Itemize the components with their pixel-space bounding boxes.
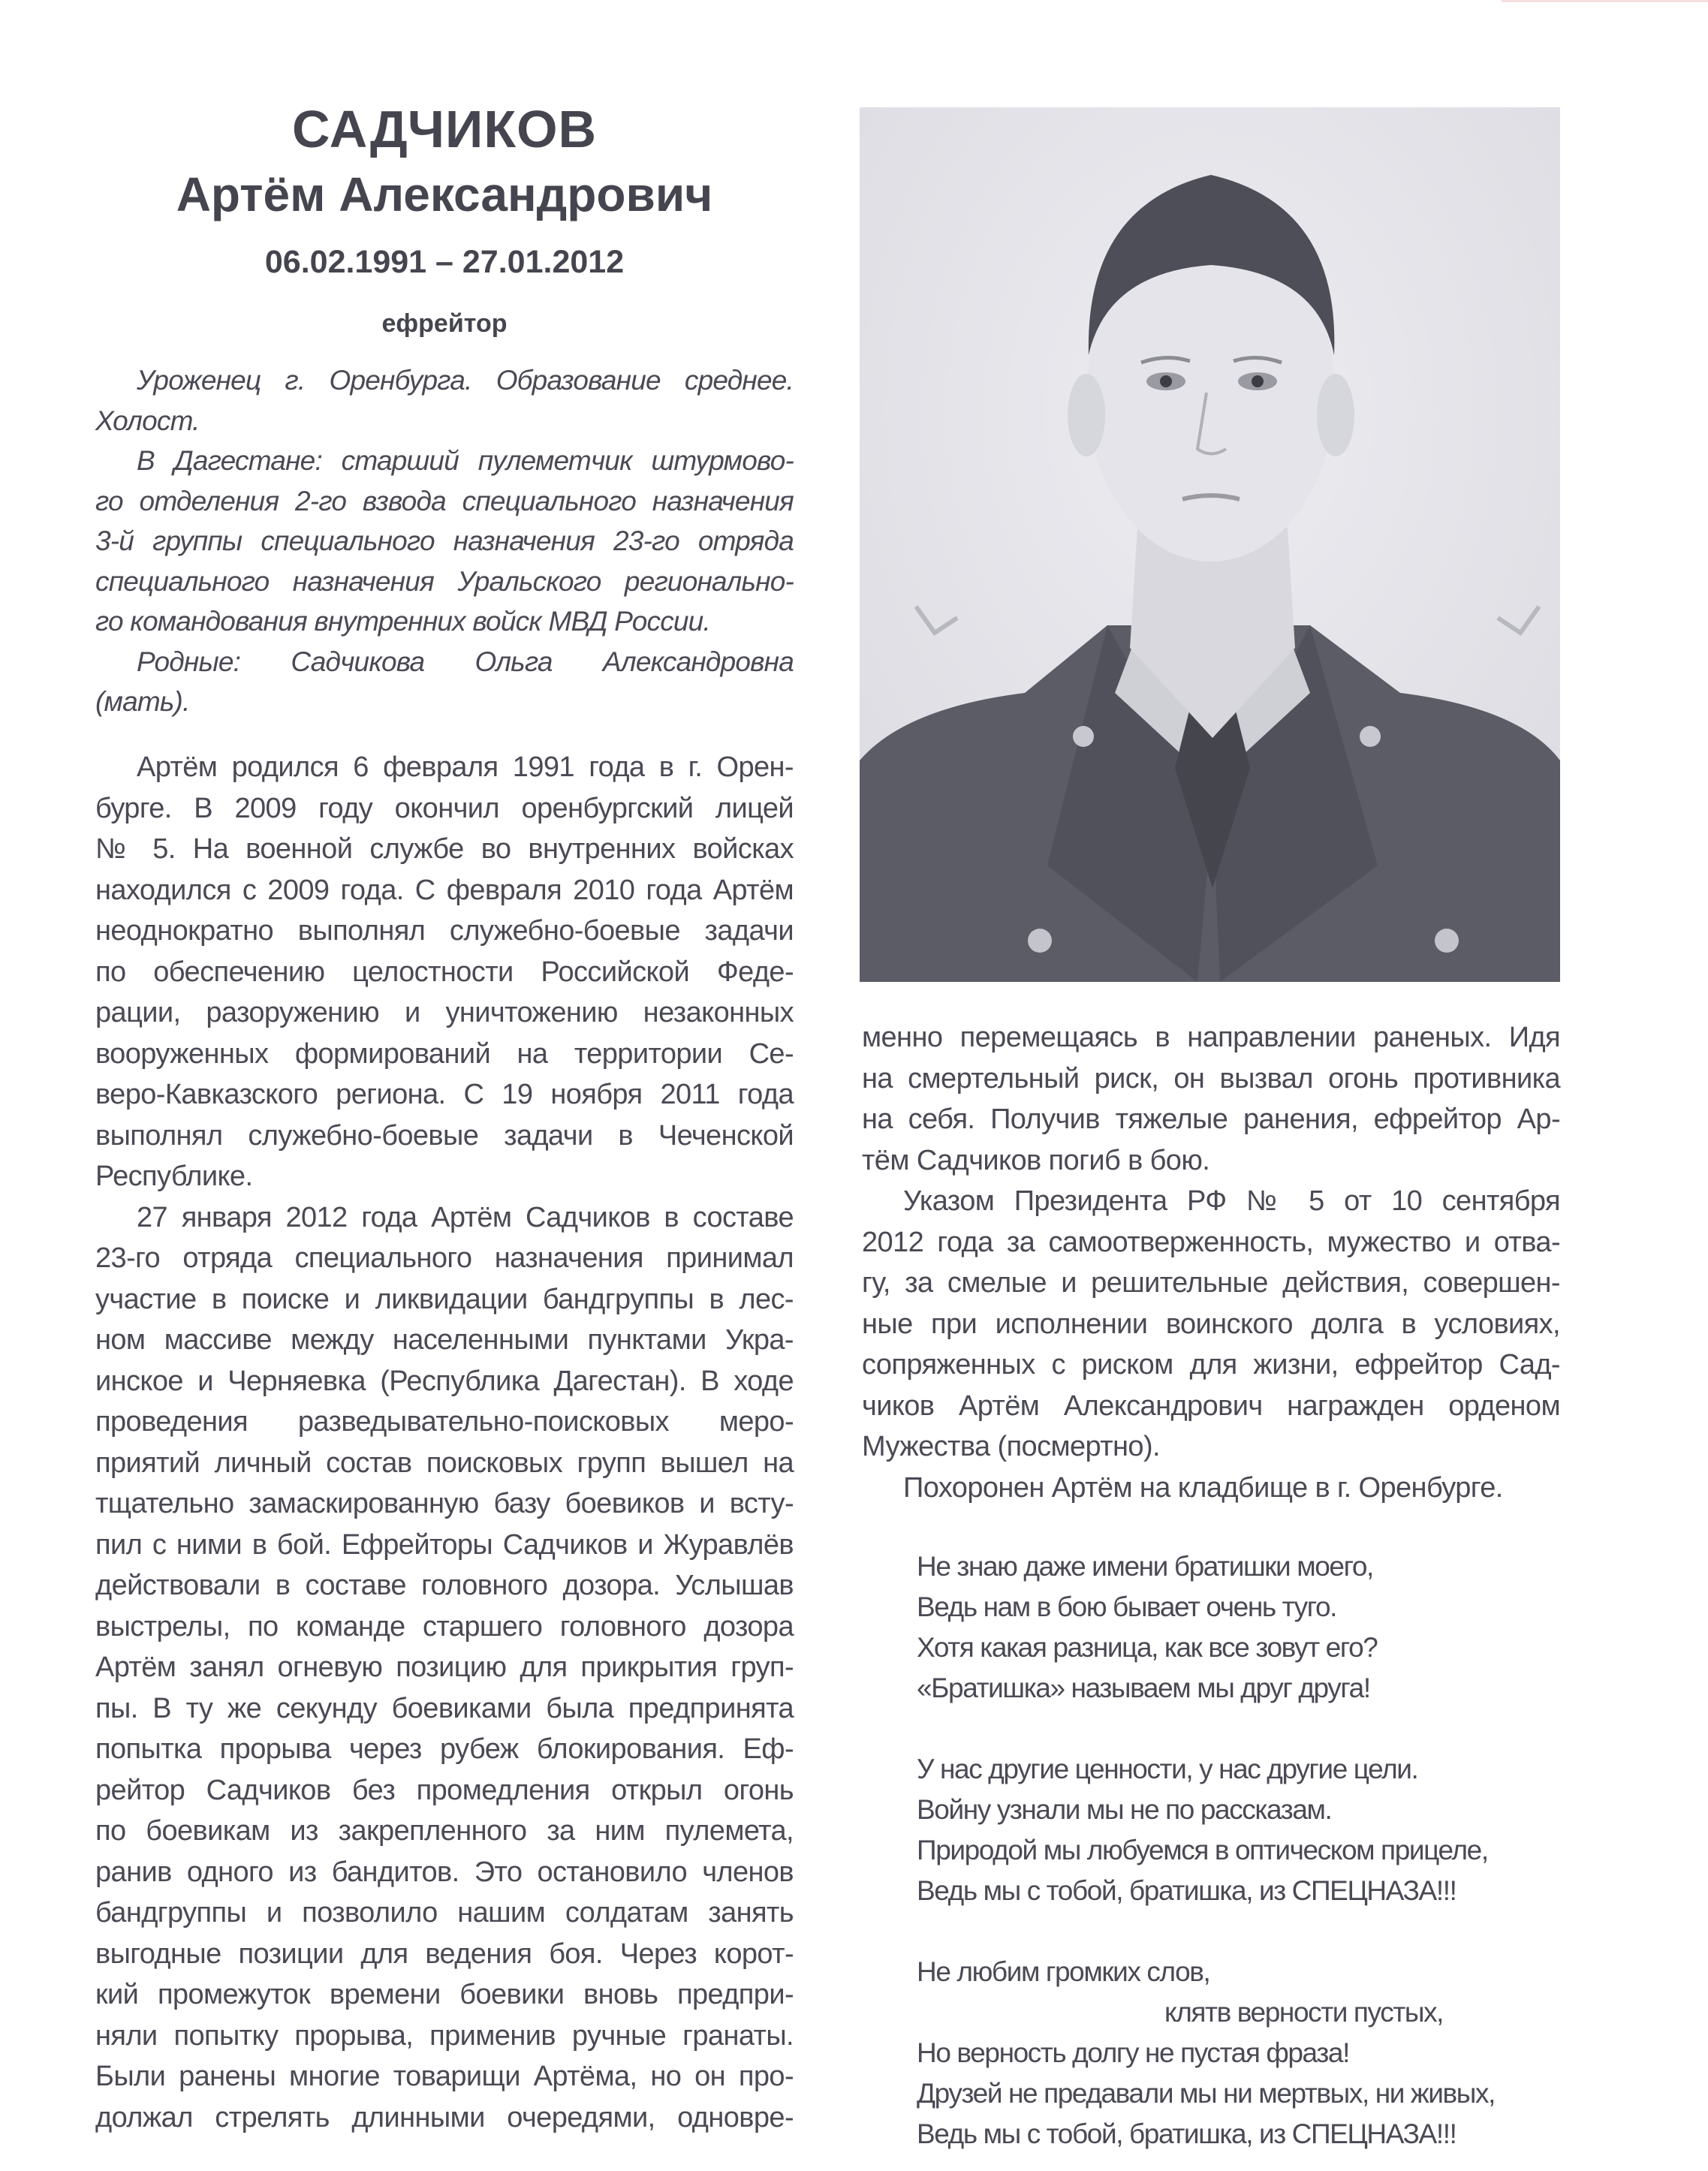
poem-line: Войну узнали мы не по рассказам. [917, 1794, 1332, 1825]
text-line: го командования внутренних войск МВД России. [95, 606, 710, 637]
text-line: няли попытку прорыва, применив ручные гранаты. [95, 2019, 794, 2052]
text-line: выстрелы, по команде старшего головного дозора [95, 1610, 794, 1643]
poem-line: У нас другие ценности, у нас другие цели. [917, 1754, 1418, 1784]
text-line: № 5. На военной службе во внутренних войсках [95, 833, 794, 865]
text-line: Уроженец г. Оренбурга. Образование среднее. [137, 365, 794, 396]
text-line: приятий личный состав поисковых групп вышел на [95, 1447, 794, 1479]
text-line: кий промежуток времени боевики вновь предпри- [95, 1979, 794, 2010]
text-line: 23-го отряда специального назначения принимал [95, 1242, 794, 1274]
text-line: ные при исполнении воинского долга в условиях, [862, 1308, 1560, 1340]
text-line: вооруженных формирований на территории Се- [95, 1037, 794, 1070]
text-line: выгодные позиции для ведения боя. Через корот- [95, 1938, 794, 1970]
left-ear [1068, 374, 1105, 456]
text-line: по обеспечению целостности Российской Феде- [95, 956, 794, 988]
button-left [1028, 929, 1052, 953]
text-line: бурге. В 2009 году окончил оренбургский лицей [95, 792, 794, 824]
text-line: менно перемещаясь в направлении раненых. Идя [862, 1022, 1560, 1053]
text-line: Были ранены многие товарищи Артёма, но он про- [95, 2061, 794, 2092]
text-line: бандгруппы и позволило нашим солдатам занять [95, 1897, 794, 1929]
text-line: действовали в составе головного дозора. Услышав [95, 1570, 794, 1601]
text-line: сопряженных с риском для жизни, ефрейтор Сад- [862, 1349, 1560, 1381]
text-line: рации, разоружению и уничтожению незаконных [95, 997, 794, 1028]
text-line: на себя. Получив тяжелые ранения, ефрейтор Ар- [862, 1104, 1560, 1135]
poem [917, 1546, 1562, 2154]
biography-left-column [95, 747, 794, 2138]
poem-line: Ведь мы с тобой, братишка, из СПЕЦНАЗА!!! [917, 2118, 1456, 2149]
text-line: попытка прорыва через рубеж блокирования. Еф- [95, 1733, 794, 1765]
military-rank: ефрейтор [381, 309, 508, 338]
text-line: находился с 2009 года. С февраля 2010 года Артём [95, 874, 794, 906]
text-line: проведения разведывательно-поисковых меро- [95, 1406, 794, 1438]
text-line: Родные: Садчикова Ольга Александровна [137, 646, 794, 677]
text-line: участие в поиске и ликвидации бандгруппы в лес- [95, 1283, 794, 1315]
text-line: Артём занял огневую позицию для прикрытия груп- [95, 1652, 794, 1683]
text-line: 27 января 2012 года Артём Садчиков в составе [137, 1201, 794, 1233]
poem-line: Ведь нам в бою бывает очень туго. [917, 1591, 1337, 1622]
page-edge-shadow [1502, 0, 1708, 2]
text-line: (мать). [95, 686, 190, 717]
text-line: по боевикам из закрепленного за ним пулемета, [95, 1815, 794, 1847]
biography-right-column [862, 1017, 1560, 1508]
poem-line: Не любим громких слов, [917, 1956, 1210, 1987]
text-line: ном массиве между населенными пунктами Укра- [95, 1324, 794, 1356]
poem-line: «Братишка» называем мы друг друга! [917, 1673, 1370, 1703]
insignia-right [1360, 726, 1381, 747]
text-line: тщательно замаскированную базу боевиков и всту- [95, 1488, 794, 1519]
insignia-left [1073, 726, 1094, 747]
text-line: инское и Черняевка (Республика Дагестан). В ходе [95, 1365, 794, 1397]
bio-summary [95, 360, 794, 722]
text-line: В Дагестане: старший пулеметчик штурмово- [137, 445, 794, 476]
text-line: Артём родился 6 февраля 1991 года в г. Орен- [137, 751, 794, 783]
stanza-gap [917, 1709, 1562, 1749]
text-line: Указом Президента РФ № 5 от 10 сентября [903, 1185, 1560, 1217]
portrait-photo [860, 107, 1560, 982]
text-line: гу, за смелые и решительные действия, совершен- [862, 1267, 1560, 1299]
poem-line: Друзей не предавали мы ни мертвых, ни живых, [917, 2078, 1495, 2109]
text-line: Мужества (посмертно). [862, 1431, 1160, 1462]
text-line: на смертельный риск, он вызвал огонь противника [862, 1062, 1560, 1095]
life-dates: 06.02.1991 – 27.01.2012 [264, 244, 625, 280]
poem-line: Хотя какая разница, как все зовут его? [917, 1632, 1378, 1663]
given-names-heading: Артём Александрович [176, 167, 713, 221]
text-line: чиков Артём Александрович награжден орденом [862, 1390, 1560, 1422]
stanza-gap [917, 1911, 1562, 1952]
text-line: го отделения 2-го взвода специального назначения [95, 485, 794, 516]
text-line: рейтор Садчиков без промедления открыл огонь [95, 1774, 794, 1806]
text-line: Похоронен Артём на кладбище в г. Оренбурге. [903, 1471, 1503, 1504]
text-line: должал стрелять длинными очередями, одновре- [95, 2101, 794, 2133]
poem-line: Не знаю даже имени братишки моего, [917, 1551, 1373, 1582]
text-line: ранив одного из бандитов. Это остановило членов [95, 1856, 794, 1888]
poem-line: Но верность долгу не пустая фраза! [917, 2037, 1349, 2068]
button-right [1435, 929, 1459, 953]
right-ear [1317, 374, 1354, 456]
text-line: неоднократно выполнял служебно-боевые задачи [95, 915, 794, 947]
text-line: тём Садчиков погиб в бою. [862, 1144, 1210, 1176]
surname-heading: САДЧИКОВ [291, 100, 598, 158]
text-line: 2012 года за самоотверженность, мужество и отва- [862, 1226, 1560, 1258]
text-line: выполнял служебно-боевые задачи в Чеченской [95, 1119, 794, 1152]
portrait-illustration [860, 107, 1560, 982]
poem-line: Природой мы любуемся в оптическом прицеле, [917, 1835, 1488, 1865]
poem-line: Ведь мы с тобой, братишка, из СПЕЦНАЗА!!! [917, 1875, 1456, 1906]
text-line: 3-й группы специального назначения 23-го отряда [95, 525, 794, 556]
text-line: веро-Кавказского региона. С 19 ноября 2011 года [95, 1079, 794, 1110]
text-line: пы. В ту же секунду боевиками была предпринята [95, 1692, 794, 1724]
text-line: Холост. [95, 405, 200, 436]
poem-line: клятв верности пустых, [1164, 1997, 1444, 2028]
text-line: Республике. [95, 1161, 253, 1192]
text-line: специального назначения Уральского регионально- [95, 565, 794, 597]
text-line: пил с ними в бой. Ефрейторы Садчиков и Журавлёв [95, 1528, 794, 1561]
